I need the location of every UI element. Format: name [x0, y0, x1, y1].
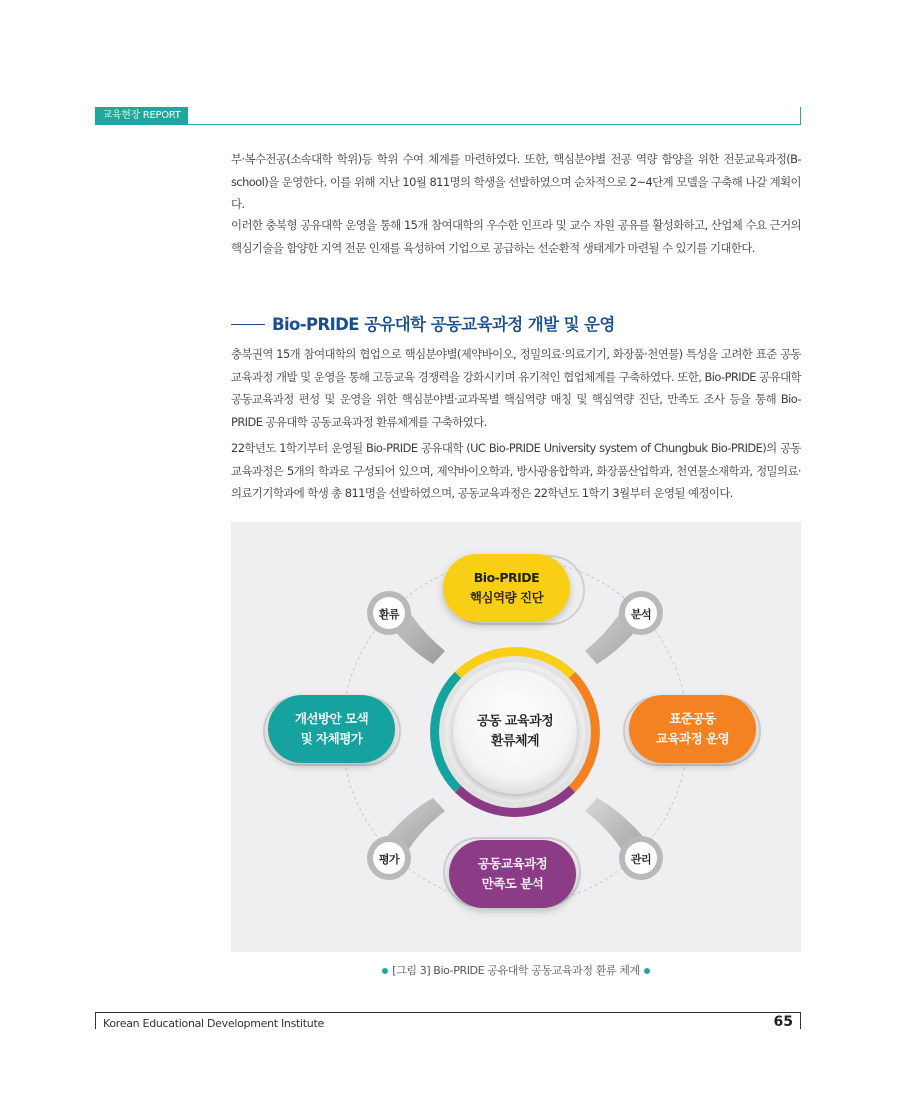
- node-right-line1: 표준공동: [669, 711, 716, 726]
- label-analysis: 분석: [630, 608, 652, 621]
- node-left-line1: 개선방안 모색: [294, 711, 369, 726]
- section-title: Bio-PRIDE 공유대학 공동교육과정 개발 및 운영: [272, 315, 615, 334]
- section-title-rule: [231, 324, 265, 325]
- body-paragraph-2: 이러한 충북형 공유대학 운영을 통해 15개 참여대학의 우수한 인프라 및 교수 자원 공유를 활성화하고, 산업체 수요 근거의 핵심기술을 함양한 지역 전문 인재를 육성하여 기업으로 공급하는 선순환적 생태계가 마련될 수 있기를 기대한다.: [231, 218, 801, 255]
- page-number: 65: [773, 1014, 793, 1030]
- body-paragraph-3: 충북권역 15개 참여대학의 협업으로 핵심분야별(제약바이오, 정밀의료·의료기기, 화장품·천연물) 특성을 고려한 표준 공동교육과정 개발 및 운영을 통해 고등교육 경쟁력을 강화시키며 유기적인 협업체계를 구축하였다. 또한, Bio-PRIDE 공유대학 공동교육과정 편성 및 운영을 위한 핵심분야별·교과목별 핵심역량 매칭 및 핵심역량 진단, 만족도 조사 등을 통해 Bio-PRIDE 공유대학 공동교육과정 환류체계를 구축하였다.: [231, 347, 801, 429]
- node-top-line2: 핵심역량 진단: [469, 590, 544, 605]
- node-top: [443, 568, 570, 608]
- label-feedback: 환류: [378, 608, 400, 621]
- caption-bullet-left: [382, 968, 388, 974]
- node-bottom: [449, 854, 576, 894]
- pin-bottom-right: [585, 798, 663, 880]
- feedback-system-diagram: [231, 522, 801, 952]
- header-rule: [188, 124, 801, 125]
- header-section-tag: 교육현장 REPORT: [95, 107, 188, 125]
- node-left-line2: 및 자체평가: [300, 731, 363, 746]
- label-management: 관리: [630, 853, 652, 866]
- figure-caption-text: [그림 3] Bio-PRIDE 공유대학 공동교육과정 환류 체계: [392, 964, 640, 977]
- body-paragraph-1: 부·복수전공(소속대학 학위)등 학위 수여 체계를 마련하였다. 또한, 핵심분야별 전공 역량 함양을 위한 전문교육과정(B-school)을 운영한다. 이를 위해 지난 10월 811명의 학생을 선발하였으며 순차적으로 2~4단계 모델을 구축해 나갈 계획이다.: [231, 152, 801, 211]
- node-bottom-line1: 공동교육과정: [477, 856, 548, 871]
- footer-rule-right: [800, 1012, 801, 1029]
- node-right-line2: 교육과정 운영: [655, 731, 730, 746]
- pin-top-right: [585, 591, 663, 664]
- footer-institute-name: Korean Educational Development Institute: [103, 1017, 324, 1030]
- figure-caption: [231, 962, 801, 978]
- pin-bottom-left: [367, 798, 445, 880]
- center-label-line2: 환류체계: [490, 734, 540, 749]
- center-label: [455, 712, 575, 752]
- center-label-line1: 공동 교육과정: [476, 714, 554, 729]
- footer-rule: [95, 1012, 801, 1013]
- pin-top-left: [367, 591, 445, 664]
- body-paragraph-4: 22학년도 1학기부터 운영될 Bio-PRIDE 공유대학 (UC Bio-PRIDE University system of Chungbuk Bio-PRIDE)의 공동교육과정은 5개의 학과로 구성되어 있으며, 제약바이오학과, 방사광융합학과, 화장품산업학과, 천연물소재학과, 정밀의료·의료기기학과에 학생 총 811명을 선발하였으며, 공동교육과정은 22학년도 1학기 3월부터 운영될 예정이다.: [231, 441, 801, 500]
- node-top-line1: Bio-PRIDE: [473, 570, 540, 585]
- header-rule-end: [800, 107, 801, 125]
- node-left: [268, 709, 395, 749]
- footer-rule-left: [95, 1012, 96, 1029]
- node-right: [629, 709, 756, 749]
- node-bottom-line2: 만족도 분석: [481, 876, 544, 891]
- label-evaluation: 평가: [378, 853, 400, 866]
- caption-bullet-right: [644, 968, 650, 974]
